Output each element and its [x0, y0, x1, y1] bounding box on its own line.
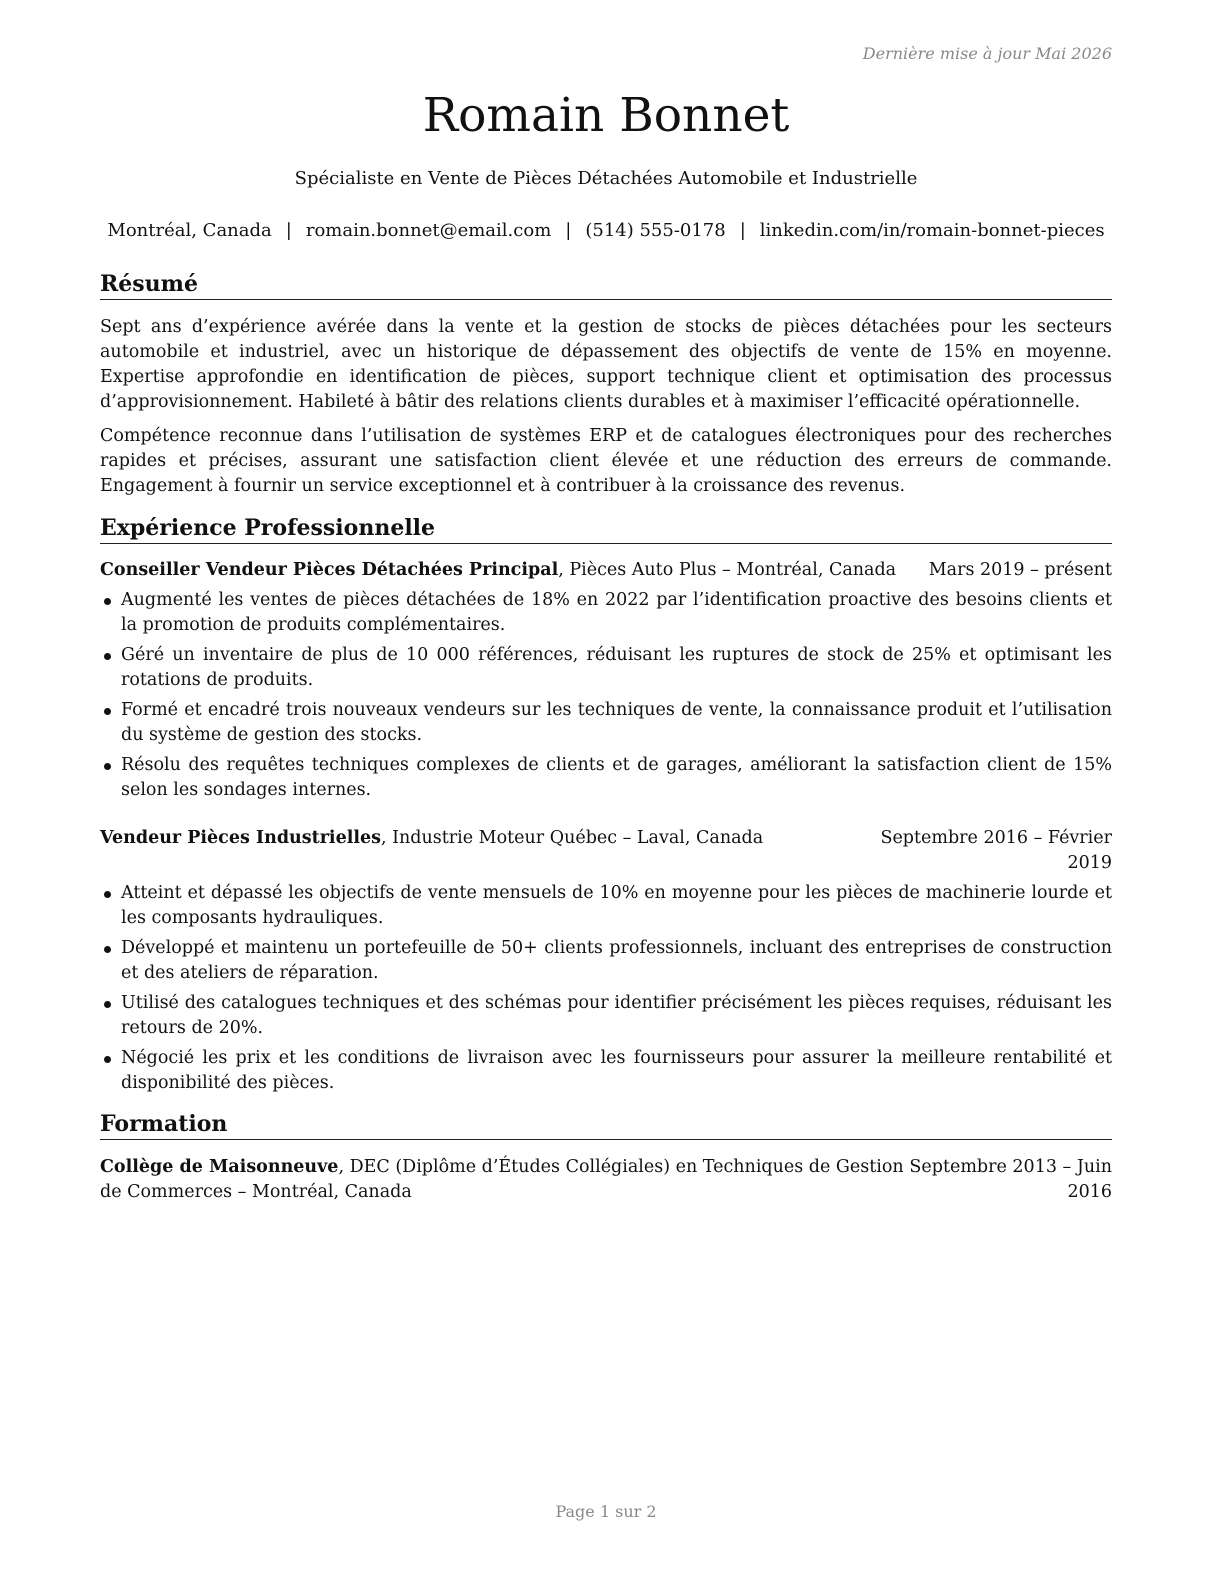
job-dates: Mars 2019 – présent — [928, 560, 1112, 580]
education-date-line: Septembre 2013 – Juin — [909, 1157, 1112, 1177]
contact-separator: | — [565, 220, 572, 241]
education-entry — [100, 1155, 1112, 1205]
contact-separator: | — [285, 220, 292, 241]
resume-page — [100, 0, 1112, 1584]
job-role: Vendeur Pièces Industrielles — [100, 828, 381, 848]
job-bullets — [100, 881, 1112, 1101]
summary-paragraph: Compétence reconnue dans l’utilisation de systèmes ERP et de catalogues électroniques pour des recherches rapides et précises, assurant une satisfaction client élevée et une réduction des erreurs de commande. Engagement à fournir un service exceptionnel et à contribuer à la croissance des revenus. — [100, 426, 1112, 496]
education-date-line: 2016 — [1067, 1182, 1112, 1202]
contact-email[interactable]: romain.bonnet@email.com — [305, 220, 552, 241]
job-company: , Industrie Moteur Québec – Laval, Canada — [381, 828, 764, 848]
section-title-experience: Expérience Professionnelle — [100, 514, 1112, 544]
page-number: Page 1 sur 2 — [555, 1502, 657, 1521]
list-item: Augmenté les ventes de pièces détachées de 18% en 2022 par l’identification proactive des besoins clients et la promotion de produits complémentaires. — [100, 588, 1112, 638]
list-item: Résolu des requêtes techniques complexes de clients et de garages, améliorant la satisfaction client de 15% selon les sondages internes. — [100, 753, 1112, 803]
job-date-line: 2019 — [1067, 853, 1112, 873]
education-degree — [100, 1155, 904, 1205]
job-title: Spécialiste en Vente de Pièces Détachées Automobile et Industrielle — [294, 168, 918, 189]
contact-separator: | — [739, 220, 746, 241]
last-updated: Dernière mise à jour Mai 2026 — [862, 44, 1112, 63]
list-item: Géré un inventaire de plus de 10 000 références, réduisant les ruptures de stock de 25% et optimisant les rotations de produits. — [100, 643, 1112, 693]
contact-linkedin[interactable]: linkedin.com/in/romain-bonnet-pieces — [759, 220, 1105, 241]
section-title-summary: Résumé — [100, 270, 1112, 300]
contact-phone[interactable]: (514) 555-0178 — [585, 220, 726, 241]
list-item: Formé et encadré trois nouveaux vendeurs sur les techniques de vente, la connaissance produit et l’utilisation du système de gestion des stocks. — [100, 698, 1112, 748]
job-bullets — [100, 588, 1112, 808]
education-degree-line: , DEC (Diplôme d’Études Collégiales) en Techniques de Gestion — [338, 1157, 904, 1177]
job-date-line: Septembre 2016 – Février — [880, 828, 1112, 848]
job-dates — [880, 826, 1112, 876]
job-role: Conseiller Vendeur Pièces Détachées Principal — [100, 560, 559, 580]
list-item: Développé et maintenu un portefeuille de 50+ clients professionnels, incluant des entreprises de construction et des ateliers de réparation. — [100, 936, 1112, 986]
list-item: Négocié les prix et les conditions de livraison avec les fournisseurs pour assurer la meilleure rentabilité et disponibilité des pièces. — [100, 1046, 1112, 1096]
job-header — [100, 558, 1112, 583]
list-item: Utilisé des catalogues techniques et des schémas pour identifier précisément les pièces requises, réduisant les retours de 20%. — [100, 991, 1112, 1041]
candidate-name: Romain Bonnet — [422, 88, 790, 143]
list-item: Atteint et dépassé les objectifs de vente mensuels de 10% en moyenne pour les pièces de machinerie lourde et les composants hydrauliques. — [100, 881, 1112, 931]
contact-line — [100, 219, 1112, 243]
contact-location: Montréal, Canada — [107, 220, 272, 241]
education-dates — [909, 1155, 1112, 1205]
job-company: , Pièces Auto Plus – Montréal, Canada — [558, 560, 897, 580]
education-degree-line: de Commerces – Montréal, Canada — [100, 1182, 412, 1202]
job-header — [100, 826, 1112, 876]
job-role-line — [100, 558, 896, 583]
job-role-line — [100, 826, 763, 851]
section-title-education: Formation — [100, 1110, 1112, 1140]
summary-paragraph: Sept ans d’expérience avérée dans la vente et la gestion de stocks de pièces détachées pour les secteurs automobile et industriel, avec un historique de dépassement des objectifs de vente de 15% en moyenne. Expertise approfondie en identification de pièces, support technique client et optimisation des processus d’approvisionnement. Habileté à bâtir des relations clients durables et à maximiser l’efficacité opérationnelle. — [100, 317, 1112, 412]
education-school: Collège de Maisonneuve — [100, 1157, 339, 1177]
